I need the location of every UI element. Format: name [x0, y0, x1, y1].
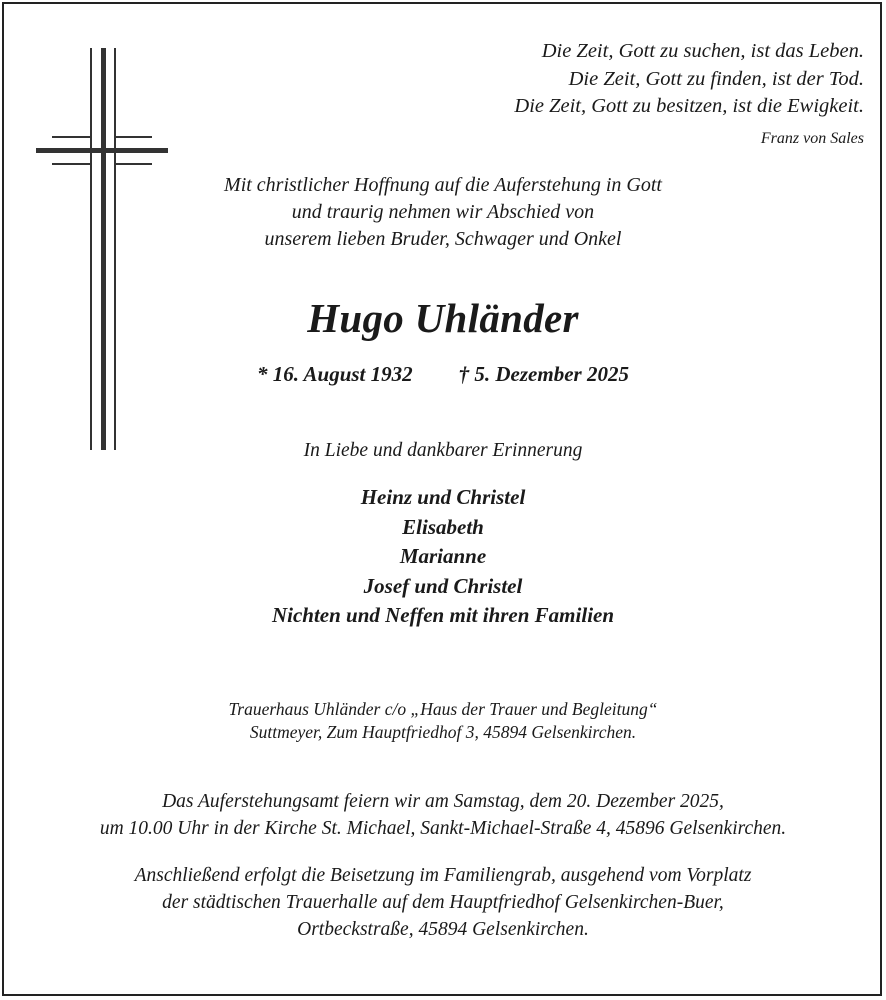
birth-date: * 16. August 1932 — [257, 362, 413, 386]
burial-line: Anschließend erfolgt die Beisetzung im Familiengrab, ausgehend vom Vorplatz — [134, 865, 752, 886]
intro-line: unserem lieben Bruder, Schwager und Onkel — [264, 228, 622, 250]
quote-author: Franz von Sales — [760, 130, 864, 147]
mourner: Heinz und Christel — [360, 485, 526, 509]
life-dates — [0, 362, 886, 387]
burial-line: Ortbeckstraße, 45894 Gelsenkirchen. — [297, 919, 589, 940]
quote-line: Die Zeit, Gott zu suchen, ist das Leben. — [541, 40, 864, 62]
burial-info — [0, 862, 886, 943]
quote-line: Die Zeit, Gott zu finden, ist der Tod. — [568, 67, 864, 90]
mourner: Elisabeth — [402, 514, 484, 539]
mourner: Josef und Christel — [363, 573, 523, 598]
mourner: Nichten und Neffen mit ihren Familien — [271, 603, 615, 627]
quote-line: Die Zeit, Gott zu besitzen, ist die Ewigkeit. — [514, 95, 864, 117]
service-info — [0, 788, 886, 842]
mourning-house-address — [0, 698, 886, 744]
intro-text — [0, 172, 886, 253]
deceased-name: Hugo Uhländer — [307, 295, 579, 341]
service-line: um 10.00 Uhr in der Kirche St. Michael, Sankt-Michael-Straße 4, 45896 Gelsenkirchen. — [99, 818, 787, 839]
quote — [514, 38, 864, 121]
address-line: Suttmeyer, Zum Hauptfriedhof 3, 45894 Gelsenkirchen. — [249, 722, 637, 742]
death-date: † 5. Dezember 2025 — [458, 362, 629, 386]
mourner: Marianne — [399, 544, 487, 568]
intro-line: Mit christlicher Hoffnung auf die Auferstehung in Gott — [224, 174, 662, 196]
remembrance-text: In Liebe und dankbarer Erinnerung — [303, 440, 583, 461]
burial-line: der städtischen Trauerhalle auf dem Hauptfriedhof Gelsenkirchen-Buer, — [162, 892, 724, 913]
service-line: Das Auferstehungsamt feiern wir am Samstag, dem 20. Dezember 2025, — [162, 791, 724, 812]
intro-line: und traurig nehmen wir Abschied von — [291, 201, 595, 223]
mourners-list — [0, 483, 886, 631]
address-line: Trauerhaus Uhländer c/o „Haus der Trauer und Begleitung“ — [228, 699, 658, 719]
